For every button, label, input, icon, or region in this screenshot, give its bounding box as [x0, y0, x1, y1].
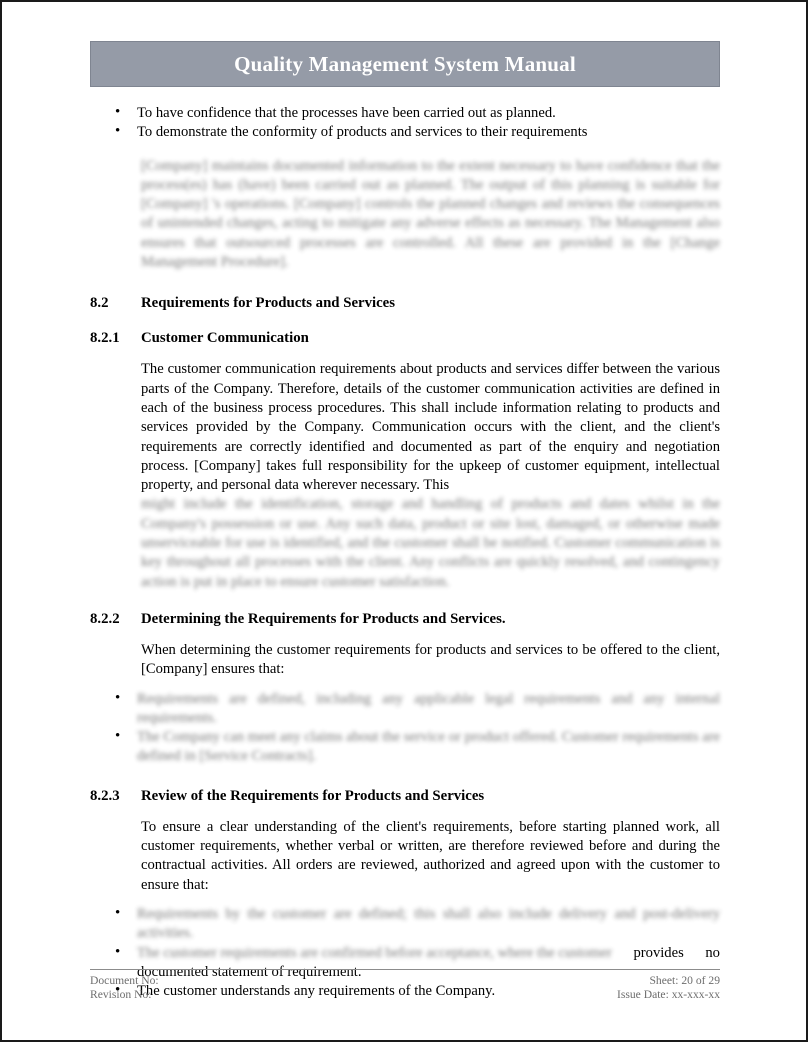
bullet-text-blurred: Requirements are defined, including any applicable legal requirements and any internal requirements.	[137, 690, 720, 726]
section-8-2-3-paragraph: To ensure a clear understanding of the client's requirements, before starting planned work, all customer requirements, whether verbal or written, are therefore reviewed before and during the contractual activities. All orders are reviewed, authorized and agreed upon with the customer to ensure that:	[141, 818, 720, 893]
section-8-2-2-paragraph: When determining the customer requirements for products and services to be offered to the client, [Company] ensures that:	[141, 641, 720, 678]
list-item	[90, 728, 720, 767]
bullet-text: The customer understands any requirements of the Company.	[137, 983, 496, 1000]
section-8-2-1-paragraph: The customer communication requirements about products and services differ between the various parts of the Company. Therefore, details of the customer communication activities are defined in each of the business process procedures. This shall include information relating to products and services provided by the Company. Communication occurs with the client, and the client's requirements are correctly identified and documented as part of the enquiry and negotiation process. [Company] takes full responsibility for the upkeep of customer equipment, intellectual property, and personal data wherever necessary. This	[141, 361, 720, 494]
bullet-text-blurred: Requirements by the customer are defined; this shall also include delivery and post-delivery activities.	[137, 905, 720, 942]
section-title: Requirements for Products and Services	[141, 295, 395, 312]
list-item	[90, 690, 720, 729]
section-heading-8-2-1	[90, 329, 720, 348]
bullet-text-blurred: The Company can meet any claims about the service or product offered. Customer requirements are defined in [Service Contracts].	[137, 729, 720, 765]
bullet-text-blurred: The customer requirements are confirmed before acceptance, where the customer	[137, 944, 612, 961]
list-item	[90, 104, 720, 123]
footer-revision-no: Revision No:	[90, 988, 152, 1001]
footer-document-no: Document No:	[90, 974, 159, 987]
section-8-2-1-blurred-paragraph: might include the identification, storage and handling of products and dates whilst in the Company's possession or use. Any such data, product or site lost, damaged, or otherwise made unserviceable for use is identified, and the customer shall be notified. Customer communication is key throughout all processes with the client. Any conflicts are quickly resolved, and contingency action is put in place to ensure customer satisfaction.	[141, 496, 720, 590]
footer-issue-date: Issue Date: xx-xxx-xx	[616, 988, 720, 1001]
intro-bullet-list	[90, 104, 720, 143]
section-heading-8-2	[90, 294, 720, 313]
section-title: Review of the Requirements for Products and Services	[141, 787, 485, 804]
bullet-text: provides no documented statement of requirement.	[137, 944, 720, 980]
section-number: 8.2.2	[90, 610, 120, 627]
footer-right	[617, 974, 720, 1002]
document-footer	[90, 969, 720, 1002]
section-heading-8-2-3	[90, 787, 720, 806]
section-number: 8.2.3	[90, 787, 120, 804]
section-heading-8-2-2	[90, 610, 720, 629]
bullet-text: To demonstrate the conformity of products and services to their requirements	[137, 124, 588, 141]
page-content	[90, 2, 720, 1040]
footer-sheet-number: Sheet: 20 of 29	[649, 974, 720, 987]
document-title: Quality Management System Manual	[234, 51, 576, 76]
document-header-banner	[90, 41, 720, 87]
intro-blurred-paragraph: [Company] maintains documented information to the extent necessary to have confidence that the process(es) has (have) been carried out as planned. The output of this planning is suitable for [Company] 's operations. [Company] controls the planned changes and reviews the consequences of unintended changes, acting to mitigate any adverse effects as necessary. The Management also ensures that outsourced processes are controlled. All these are provided in the [Change Management Procedure].	[141, 157, 720, 271]
bullet-text: To have confidence that the processes have been carried out as planned.	[137, 105, 556, 121]
section-title: Determining the Requirements for Products and Services.	[141, 610, 506, 627]
section-title: Customer Communication	[141, 330, 309, 347]
section-number: 8.2.1	[90, 330, 120, 347]
document-body	[90, 104, 720, 1001]
section-number: 8.2	[90, 295, 109, 312]
list-item	[90, 123, 720, 142]
footer-left	[90, 974, 159, 1002]
section-8-2-2-bullet-list	[90, 690, 720, 767]
list-item	[90, 905, 720, 944]
